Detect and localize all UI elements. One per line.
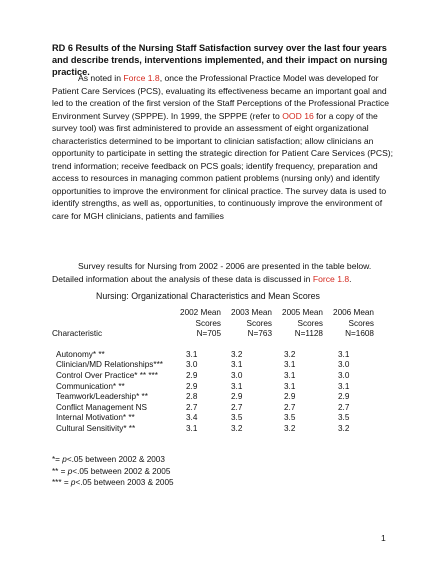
score-cell: 2.9 (186, 370, 198, 380)
para2-text-a: Survey results for Nursing from 2002 - 2006 are presented in the table below. Detailed information about the analysis of these data is discussed in (52, 261, 372, 284)
score-cell: 3.2 (284, 423, 296, 433)
para2-text-b: . (349, 273, 352, 284)
characteristic-header: Characteristic (52, 329, 103, 339)
sample-size-header: N=763 (247, 329, 272, 339)
sample-size-header: N=705 (196, 329, 221, 339)
footnote (52, 477, 174, 489)
year-header: 2006 Mean (333, 308, 374, 317)
table-row (52, 371, 374, 382)
scores-header: Scores (246, 318, 272, 328)
characteristic-name: Cultural Sensitivity* ** (56, 423, 136, 433)
para1-text-b: , once the Professional Practice Model was developed for Patient Care Services (PCS), evaluating its effectiveness became an important goal and led to the creation of the first version of the Staff Perceptions of the Professional Practice Environment Survey (SPPPE). In 1999, the SPPPE (refer to (52, 73, 390, 121)
score-cell: 2.9 (338, 392, 350, 402)
score-cell: 3.1 (231, 381, 243, 391)
para1-text-c: for a copy of the survey tool) was first administered to provide an assessment of eight organizational characteristics determined to be important to clinician satisfaction; allow clinicians an opportunity to participate in setting the strategic direction for Patient Care Services (PCS); trend information; receive feedback on PCS goals; identify frequency, preparation and access to resources in managing common patient problems (nursing only) and identify opportunities to improve the environment for clinical practice. The survey data is used to identify strengths, as well as, opportunities, to continuously improve the environment of care for MGH clinicians, patients and families (52, 110, 394, 221)
score-cell: 3.2 (284, 349, 296, 359)
score-cell: 3.1 (284, 360, 296, 370)
intro-paragraph (52, 72, 396, 222)
score-cell: 3.5 (231, 413, 243, 423)
table-row (52, 413, 374, 424)
score-cell: 3.1 (186, 423, 198, 433)
footnote-text: <.05 between 2003 & 2005 (75, 478, 174, 487)
table-caption: Nursing: Organizational Characteristics and Mean Scores (96, 291, 320, 301)
header-spacer (52, 319, 166, 330)
table-row (52, 392, 374, 403)
score-cell: 2.7 (186, 402, 198, 412)
para1-text-a: As noted in (78, 73, 124, 83)
score-cell: 2.8 (186, 392, 198, 402)
score-cell: 2.9 (186, 381, 198, 391)
ood-link[interactable]: OOD 16 (282, 110, 314, 121)
section-heading: RD 6 Results of the Nursing Staff Satisfaction survey over the last four years and describe trends, interventions implemented, and their impact on nursing practice. (52, 43, 388, 77)
page-number: 1 (381, 533, 386, 543)
table-row (52, 360, 374, 371)
gap-cell (52, 340, 374, 350)
scores-header: Scores (297, 318, 323, 328)
scores-header: Scores (195, 318, 221, 328)
score-cell: 3.2 (338, 423, 350, 433)
table-row (52, 350, 374, 361)
score-cell: 3.0 (338, 360, 350, 370)
score-cell: 3.4 (186, 413, 198, 423)
footnote-prefix: *= (52, 455, 63, 464)
footnote-p: p (70, 478, 76, 487)
characteristic-name: Autonomy* ** (56, 349, 105, 359)
characteristic-name: Internal Motivation* ** (56, 413, 135, 423)
force-link[interactable]: Force 1.8 (123, 73, 160, 83)
force-link-2[interactable]: Force 1.8 (312, 273, 350, 284)
year-header: 2005 Mean (282, 308, 323, 317)
table-header-row-2 (52, 319, 374, 330)
score-cell: 3.0 (338, 370, 350, 380)
table-header-row-1 (52, 308, 374, 319)
table-gap-row (52, 340, 374, 350)
footnote (52, 454, 174, 466)
footnote-p: p (67, 466, 73, 476)
footnotes (52, 454, 174, 489)
footnote-prefix: ** = (52, 466, 68, 476)
score-cell: 3.2 (231, 423, 243, 433)
score-cell: 3.1 (186, 349, 198, 359)
sample-size-header: N=1608 (345, 329, 374, 339)
sample-size-header: N=1128 (294, 329, 323, 339)
score-cell: 3.0 (186, 360, 198, 370)
table-row (52, 424, 374, 435)
year-header: 2003 Mean (231, 308, 272, 317)
score-cell: 2.7 (338, 402, 350, 412)
score-cell: 3.1 (231, 360, 243, 370)
characteristic-name: Teamwork/Leadership* ** (56, 392, 148, 402)
year-header: 2002 Mean (180, 308, 221, 317)
score-cell: 3.2 (231, 349, 243, 359)
footnote-p: p (62, 455, 67, 464)
scores-header: Scores (348, 318, 374, 328)
score-cell: 2.9 (284, 392, 296, 402)
score-cell: 2.9 (231, 392, 243, 402)
characteristic-name: Control Over Practice* ** *** (56, 370, 158, 380)
table-row (52, 382, 374, 393)
score-cell: 3.5 (338, 413, 350, 423)
table-row (52, 403, 374, 414)
score-cell: 3.1 (338, 381, 350, 391)
footnote-text: <.05 between 2002 & 2003 (66, 455, 165, 464)
characteristic-name: Communication* ** (56, 381, 125, 391)
score-cell: 3.1 (284, 370, 296, 380)
footnote (52, 466, 174, 478)
score-cell: 3.5 (284, 413, 296, 423)
characteristic-name: Clinician/MD Relationships*** (56, 360, 163, 370)
score-cell: 2.7 (231, 402, 243, 412)
footnote-text: <.05 between 2002 & 2005 (72, 466, 171, 476)
score-cell: 3.1 (284, 381, 296, 391)
scores-table (52, 308, 374, 435)
footnote-prefix: *** = (52, 478, 71, 487)
characteristic-name: Conflict Management NS (56, 402, 148, 412)
table-header-row-3 (52, 329, 374, 340)
score-cell: 3.0 (231, 370, 243, 380)
score-cell: 2.7 (284, 402, 296, 412)
results-paragraph (52, 260, 396, 285)
header-spacer (52, 308, 166, 319)
score-cell: 3.1 (338, 349, 350, 359)
